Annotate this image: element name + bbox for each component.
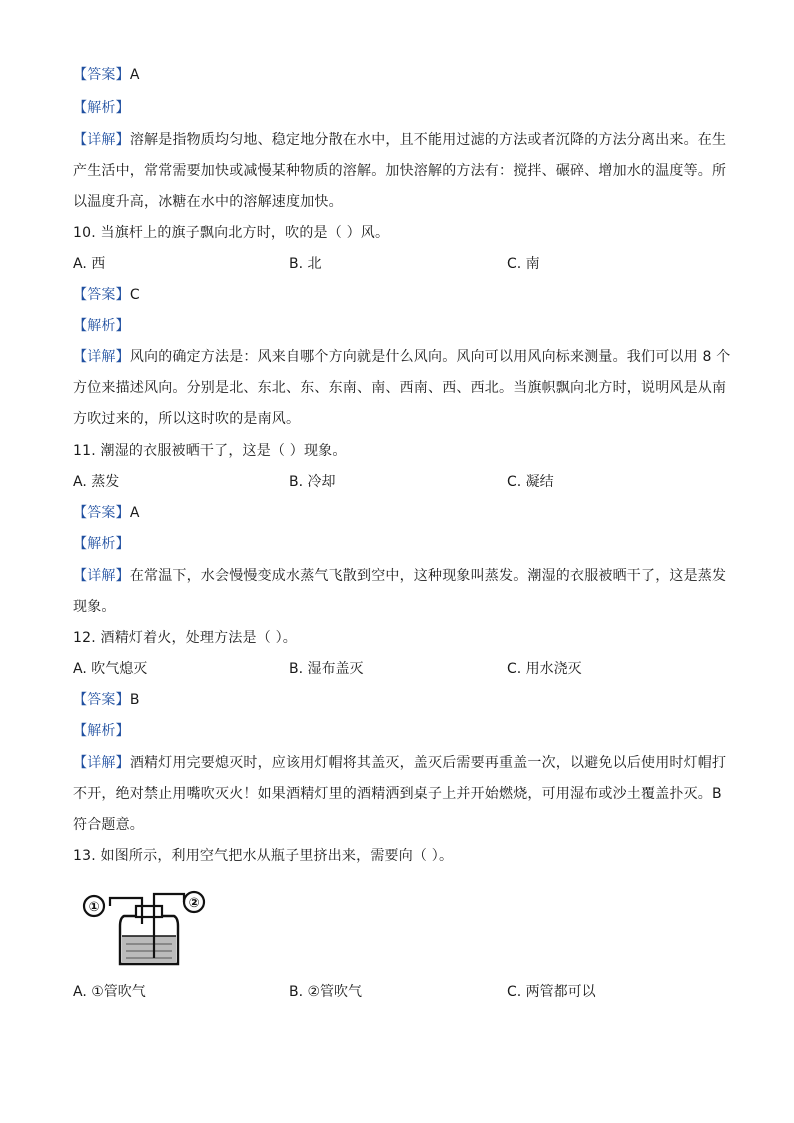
water — [122, 936, 176, 963]
detail-line: 现象。 — [73, 599, 116, 615]
option-a: A. 蒸发 — [73, 474, 120, 490]
detail-line: 【详解】酒精灯用完要熄灭时，应该用灯帽将其盖灭，盖灭后需要再重盖一次，以避免以后使用时灯帽打 — [73, 755, 727, 771]
detail-line: 不开，绝对禁止用嘴吹灭火！如果酒精灯里的酒精洒到桌子上并开始燃烧，可用湿布或沙土覆盖扑灭。B — [73, 786, 722, 802]
analysis-heading: 【解析】 — [73, 723, 130, 739]
option-a: A. 吹气熄灭 — [73, 661, 148, 677]
question-text: 10. 当旗杆上的旗子飘向北方时，吹的是（ ）风。 — [73, 225, 390, 241]
answer-tag: 【答案】 — [73, 67, 130, 83]
question-text: 13. 如图所示，利用空气把水从瓶子里挤出来，需要向（ ）。 — [73, 848, 454, 864]
option-a: A. ①管吹气 — [73, 984, 146, 1000]
detail-line: 以温度升高，冰糖在水中的溶解速度加快。 — [73, 194, 343, 210]
answer-value: A — [129, 67, 140, 83]
detail-line: 【详解】风向的确定方法是：风来自哪个方向就是什么风向。风向可以用风向标来测量。我们可以用 8 个 — [73, 349, 731, 365]
label-2: ② — [188, 896, 200, 911]
option-c: C. 凝结 — [507, 474, 554, 490]
detail-line: 产生活中，常常需要加快或减慢某种物质的溶解。加快溶解的方法有：搅拌、碾碎、增加水的温度等。所 — [73, 163, 727, 179]
label-1: ① — [88, 900, 100, 915]
question-text: 12. 酒精灯着火，处理方法是（ ）。 — [73, 630, 297, 646]
detail-line: 方位来描述风向。分别是北、东北、东、东南、南、西南、西、西北。当旗帜飘向北方时，说明风是从南 — [73, 380, 727, 396]
analysis-heading: 【解析】 — [73, 100, 130, 116]
detail-line: 【详解】在常温下，水会慢慢变成水蒸气飞散到空中，这种现象叫蒸发。潮湿的衣服被晒干了，这是蒸发 — [73, 568, 727, 584]
option-c: C. 两管都可以 — [507, 984, 596, 1000]
analysis-heading: 【解析】 — [73, 318, 130, 334]
answer-value: B — [129, 692, 140, 708]
bottle-stopper — [136, 906, 162, 917]
option-b: B. ②管吹气 — [289, 984, 363, 1000]
detail-line: 符合题意。 — [73, 817, 144, 833]
option-a: A. 西 — [73, 256, 106, 272]
answer-line: 【答案】A — [73, 505, 140, 521]
option-b: B. 冷却 — [289, 474, 336, 490]
answer-line: 【答案】C — [73, 287, 140, 303]
answer-value: C — [129, 287, 140, 303]
option-c: C. 用水浇灭 — [507, 661, 582, 677]
analysis-heading: 【解析】 — [73, 536, 130, 552]
question-text: 11. 潮湿的衣服被晒干了，这是（ ）现象。 — [73, 443, 347, 459]
answer-line — [73, 65, 723, 85]
analysis-label: 解析 — [87, 100, 116, 116]
bottle-figure — [80, 880, 220, 970]
option-b: B. 北 — [289, 256, 322, 272]
detail-tag: 【详解】 — [73, 132, 130, 148]
option-b: B. 湿布盖灭 — [289, 661, 364, 677]
detail-line: 【详解】溶解是指物质均匀地、稳定地分散在水中，且不能用过滤的方法或者沉降的方法分离出来。在生 — [73, 132, 727, 148]
option-c: C. 南 — [507, 256, 540, 272]
detail-line: 方吹过来的，所以这时吹的是南风。 — [73, 411, 301, 427]
answer-line: 【答案】B — [73, 692, 140, 708]
answer-value: A — [129, 505, 140, 521]
